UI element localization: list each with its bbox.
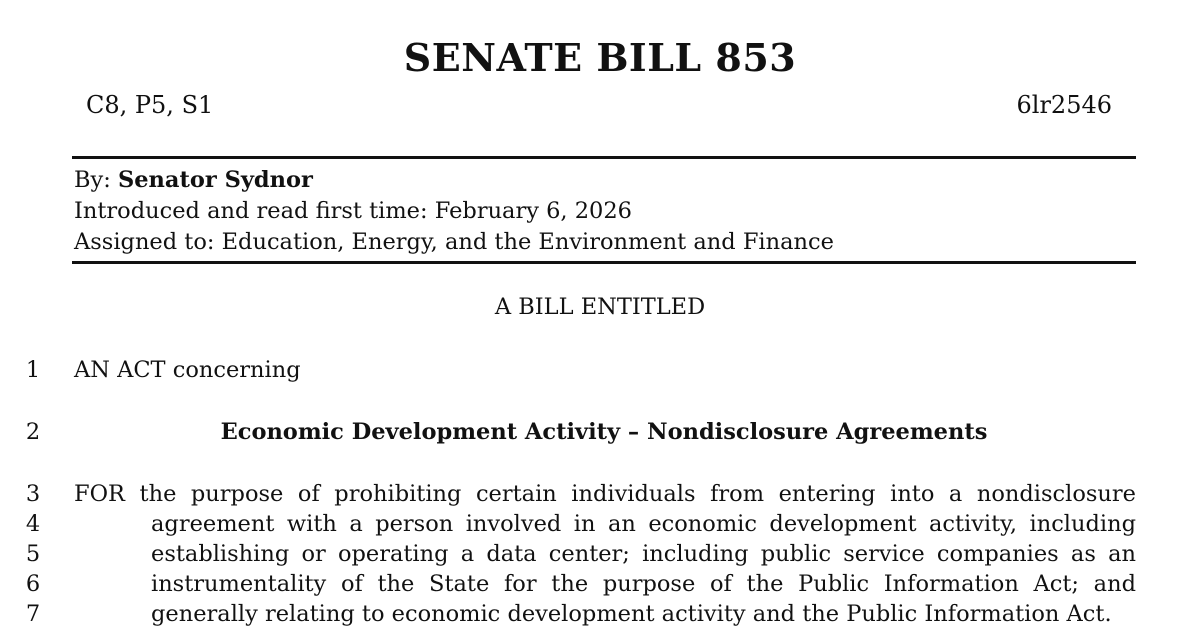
line-number: 4 [25,511,41,537]
purpose-paragraph-line: FOR the purpose of prohibiting certain individuals from entering into a nondisclosure [74,481,1136,507]
by-label: By: [74,167,111,193]
sponsor-name: Senator Sydnor [117,167,313,193]
lr-number: 6lr2546 [1016,91,1112,119]
header-rule-bottom [72,261,1136,264]
purpose-paragraph-line: generally relating to economic development activity and the Public Information Act. [151,601,1112,627]
sponsor-block [74,165,834,258]
purpose-paragraph-line: establishing or operating a data center; including public service companies as an [151,541,1136,567]
act-concerning: AN ACT concerning [74,357,301,383]
sponsor-line [74,165,834,196]
line-number: 7 [25,601,41,627]
bill-subject-heading: Economic Development Activity – Nondisclosure Agreements [220,419,988,445]
assigned-line: Assigned to: Education, Energy, and the Environment and Finance [74,229,834,255]
header-rule-top [72,156,1136,159]
bill-title: SENATE BILL 853 [403,35,797,80]
introduced-line: Introduced and read first time: February 6, 2026 [74,198,632,224]
purpose-paragraph-line: instrumentality of the State for the purpose of the Public Information Act; and [151,571,1136,597]
bill-entitled: A BILL ENTITLED [494,294,706,320]
line-number: 1 [25,357,41,383]
line-number: 6 [25,571,41,597]
line-number: 3 [25,481,41,507]
purpose-paragraph-line: agreement with a person involved in an economic development activity, including [151,511,1136,537]
line-number: 2 [25,419,41,445]
subject-codes: C8, P5, S1 [86,91,214,119]
line-number: 5 [25,541,41,567]
